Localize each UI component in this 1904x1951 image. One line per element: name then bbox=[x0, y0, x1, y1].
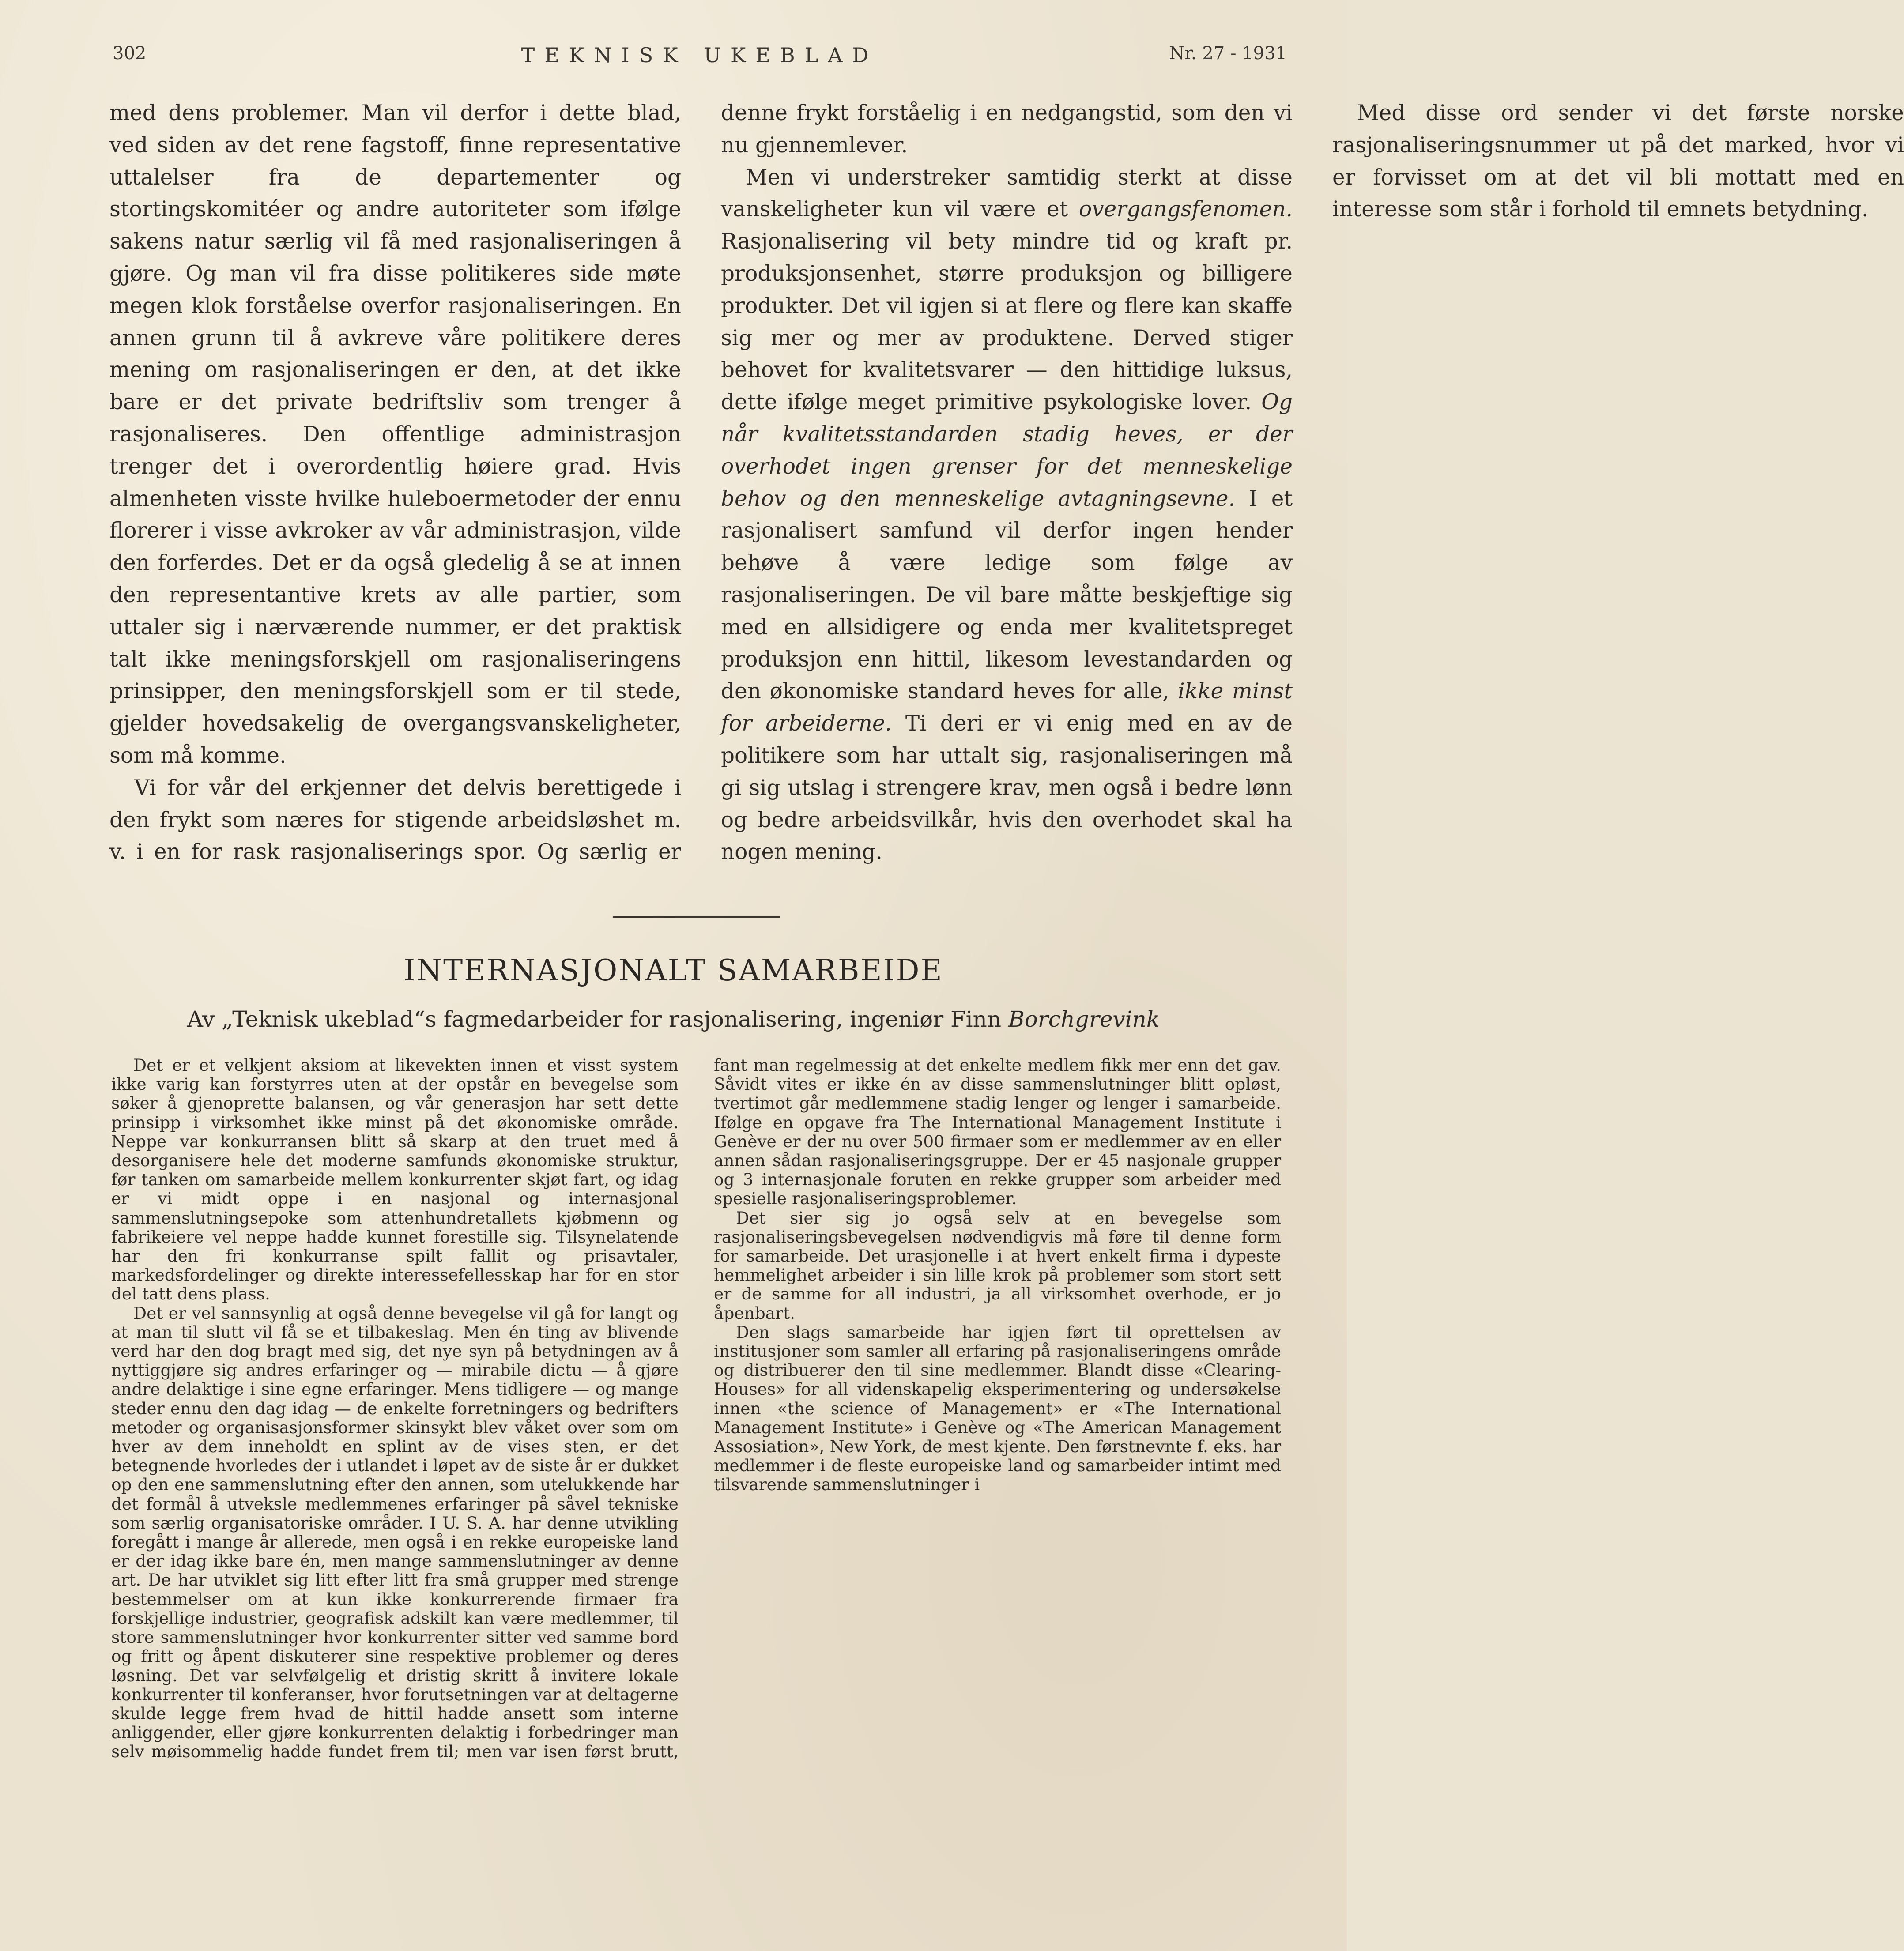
byline-author: Borchgrevink bbox=[1008, 1006, 1160, 1032]
intro-p3-text-c: Rasjonalisering vil bety mindre tid og kraft pr. produksjonsenhet, større produksjon og billigere produkter. Det vil igjen si at flere og flere kan skaffe sig mer og mer av produktene. Derved stiger behovet for kvalitetsvarer — den hittidige luksus, dette ifølge meget primitive psykologiske lover. bbox=[721, 229, 1293, 415]
intro-paragraph-1: med dens problemer. Man vil derfor i dette blad, ved siden av det rene fagstoff, finne representative uttalelser fra de departementer og stortingskomitéer og andre autoriteter som ifølge sakens natur særlig vil få med rasjonaliseringen å gjøre. Og man vil fra disse politikeres side møte megen klok forståelse overfor rasjonaliseringen. En annen grunn til å avkreve våre politikere deres mening om rasjonaliseringen er den, at det ikke bare er det private bedriftsliv som trenger å rasjonaliseres. Den offentlige administrasjon trenger det i overordentlig høiere grad. Hvis almenheten visste hvilke huleboermetoder der ennu florerer i visse avkroker av vår administrasjon, vilde den forferdes. Det er da også gledelig å se at innen den representantive krets av alle partier, som uttaler sig i nærværende nummer, er det praktisk talt ikke meningsforskjell om rasjonaliseringens prinsipper, den meningsforskjell som er til stede, gjelder hovedsakelig de overgangsvanskeligheter, som må komme. bbox=[109, 101, 681, 768]
article-byline bbox=[0, 1006, 1347, 1032]
article-paragraph-3: Det sier sig jo også selv at en bevegelse som rasjonaliseringsbevegelsen nødvendigvis må føre til denne form for samarbeide. Det urasjonelle i at hvert enkelt firma i dypeste hemmelighet arbeider i sin lille krok på problemer som stort sett er de samme for all industri, ja all virksomhet overhode, er jo åpenbart. bbox=[714, 1208, 1281, 1323]
intro-p3-italic-d: Og når kvalitetsstandarden stadig heves, er der overhodet ingen grenser for det menneskelige behov og den menneskelige avtagningsevne. bbox=[721, 390, 1293, 511]
intro-paragraph-2: Vi for vår del erkjenner det delvis berettigede i den frykt som næres for stigende arbeidsløshet m. v. i en for rask rasjonaliserings spor. Og særlig er denne frykt forståelig i en nedgangstid, som den vi nu gjennemlever. bbox=[109, 101, 1293, 865]
intro-paragraph-4: Med disse ord sender vi det første norske rasjonaliseringsnummer ut på det marked, hvor vi er forvisset om at det vil bli mottatt med en interesse som står i forhold til emnets betydning. bbox=[1332, 101, 1904, 222]
issue-number: Nr. 27 - 1931 bbox=[1169, 43, 1287, 64]
journal-title: TEKNISK UKEBLAD bbox=[521, 43, 878, 67]
section-divider bbox=[613, 916, 780, 918]
page-number: 302 bbox=[113, 43, 147, 64]
intro-p3-text-e: I et rasjonalisert samfund vil derfor ingen hender behøve å være ledige som følge av rasjonaliseringen. De vil bare måtte beskjeftige sig med en allsidigere og enda mer kvalitetspreget produksjon enn hittil, likesom levestandarden og den økonomiske standard heves for alle, bbox=[721, 486, 1293, 704]
article-paragraph-1: Det er et velkjent aksiom at likevekten innen et visst system ikke varig kan forstyrres uten at der opstår en bevegelse som søker å gjenoprette balansen, og vår generasjon har sett dette prinsipp i virksomhet ikke minst på det økonomiske område. Neppe var konkurransen blitt så skarp at den truet med å desorganisere hele det moderne samfunds økonomiske struktur, før tanken om samarbeide mellem konkurrenter skjøt fart, og idag er vi midt oppe i en nasjonal og internasjonal sammenslutningsepoke som attenhundretallets kjøbmenn og fabrikeiere vel neppe hadde kunnet forestille sig. Tilsynelatende har den fri konkurranse spilt fallit og prisavtaler, markedsfordelinger og direkte interessefellesskap har for en stor del tatt dens plass. bbox=[111, 1055, 679, 1304]
article-body bbox=[111, 1056, 1281, 1780]
byline-text: Av „Teknisk ukeblad“s fagmedarbeider for rasjonalisering, ingeniør Finn bbox=[187, 1006, 1008, 1032]
intro-p3-text-a: Men vi understreker samtidig sterkt at disse vanskeligheter kun vil være et bbox=[721, 165, 1293, 222]
article-title: INTERNASJONALT SAMARBEIDE bbox=[403, 953, 943, 987]
intro-p3-italic-f: ikke minst for arbeiderne. bbox=[721, 679, 1293, 736]
intro-p3-italic-b: overgangsfenomen. bbox=[1078, 197, 1293, 222]
intro-p3-text-g: Ti deri er vi enig med en av de politikere som har uttalt sig, rasjonaliseringen må gi sig utslag i strengere krav, men også i bedre lønn og bedre arbeidsvilkår, hvis den overhodet skal ha nogen mening. bbox=[721, 711, 1293, 865]
intro-paragraph-3 bbox=[721, 162, 1293, 869]
page-header bbox=[113, 43, 1287, 79]
article-paragraph-2: Det er vel sannsynlig at også denne bevegelse vil gå for langt og at man til slutt vil få se et tilbakeslag. Men én ting av blivende verd har den dog bragt med sig, det nye syn på betydningen av å nyttiggjøre sig andres erfaringer og — mirabile dictu — å gjøre andre delaktige i sine egne erfaringer. Mens tidligere — og mange steder ennu den dag idag — de enkelte forretningers og bedrifters metoder og organisasjonsformer skinsykt blev våket over som om hver av dem inneholdt en splint av de vises sten, er det betegnende hvorledes der i utlandet i løpet av de siste år er dukket op den ene sammenslutning efter den annen, som utelukkende har det formål å utveksle medlemmenes erfaringer på såvel tekniske som særlig organisatoriske områder. I U. S. A. har denne utvikling foregått i mange år allerede, men også i en rekke europeiske land er der idag ikke bare én, men mange sammenslutninger av denne art. De har utviklet sig litt efter litt fra små grupper med strenge bestemmelser om at kun ikke konkurrerende firmaer fra forskjellige industrier, geografisk adskilt kan være medlemmer, til store sammenslutninger hvor konkurrenter sitter ved samme bord og fritt og åpent diskuterer sine respektive problemer og deres løsning. Det var selvfølgelig et dristig skritt å invitere lokale konkurrenter til konferanser, hvor forutsetningen var at deltagerne skulde legge frem hvad de hittil hadde ansett som interne anliggender, eller gjøre konkurrenten delaktig i forbedringer man selv møisommelig hadde fundet frem til; men var isen først brutt, fant man regelmessig at det enkelte medlem fikk mer enn det gav. Såvidt vites er ikke én av disse sammenslutninger blitt opløst, tvertimot går medlemmene stadig lenger og lenger i samarbeide. Ifølge en opgave fra The International Management Institute i Genève er der nu over 500 firmaer som er medlemmer av en eller annen sådan rasjonaliseringsgruppe. Der er 45 nasjonale grupper og 3 internasjonale foruten en rekke grupper som arbeider med spesielle rasjonaliseringsproblemer. bbox=[111, 1055, 1281, 1762]
article-paragraph-4: Den slags samarbeide har igjen ført til oprettelsen av institusjoner som samler all erfaring på rasjonaliseringens område og distribuerer den til sine medlemmer. Blandt disse «Clearing-Houses» for all videnskapelig eksperimentering og undersøkelse innen «the science of Management» er «The International Management Institute» i Genève og «The American Management Assosiation», New York, de mest kjente. Den førstnevnte f. eks. har medlemmer i de fleste europeiske land og samarbeider intimt med tilsvarende sammenslutninger i bbox=[714, 1322, 1281, 1495]
editorial-intro bbox=[109, 97, 1904, 892]
